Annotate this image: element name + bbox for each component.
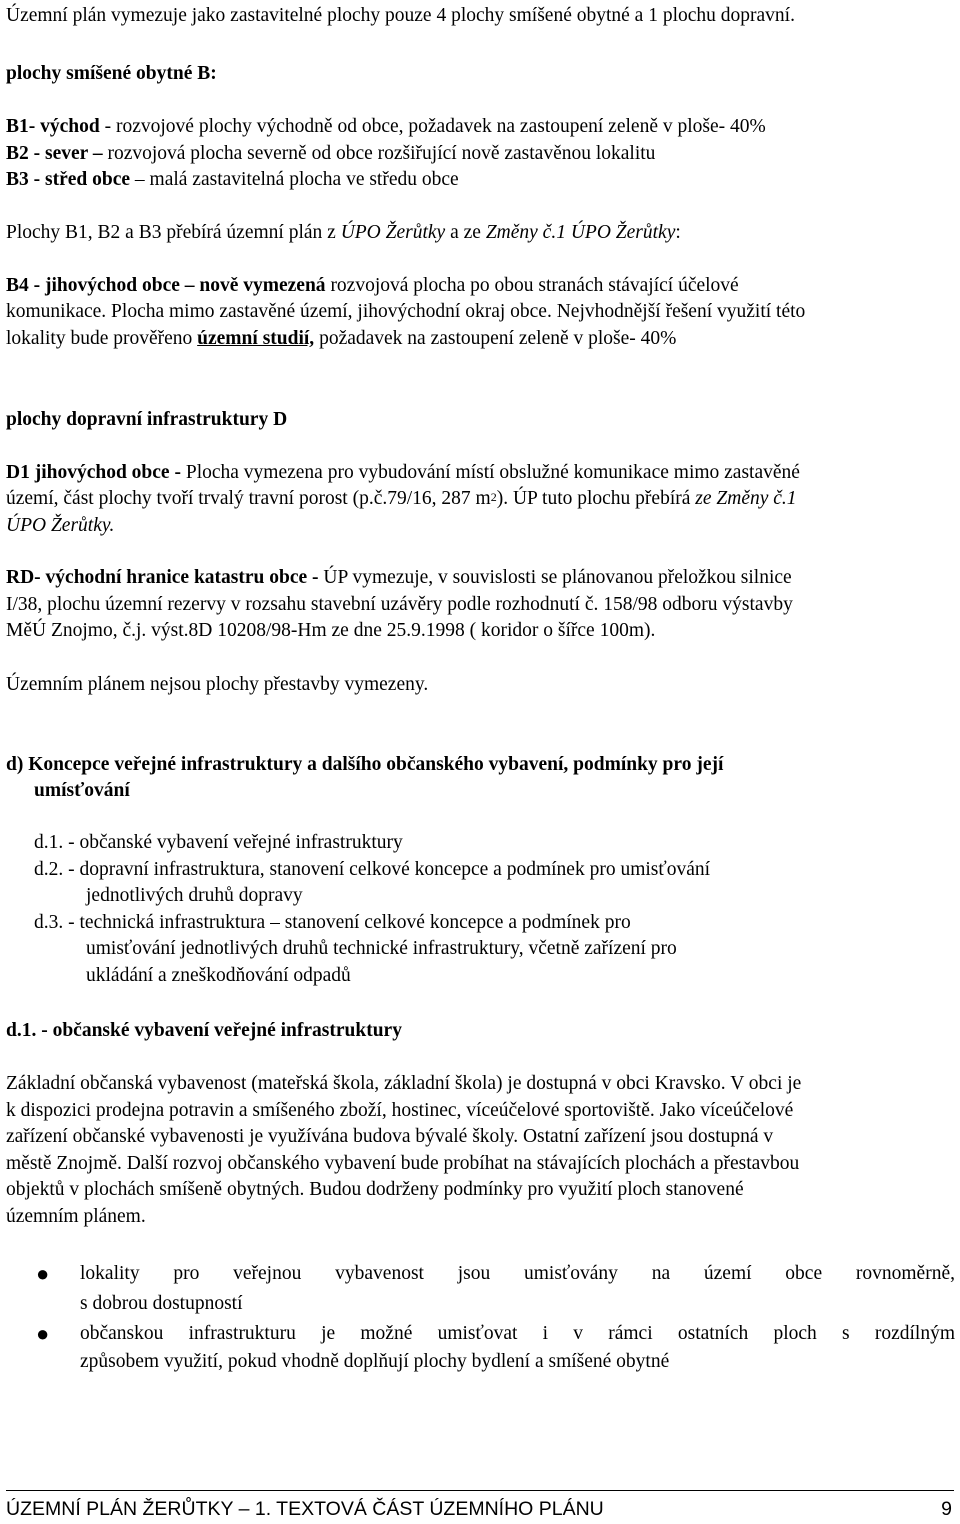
b4-line-3 bbox=[6, 326, 676, 352]
chapter-d-heading-cont: umísťování bbox=[34, 780, 130, 801]
b2-label: B2 - sever – bbox=[6, 143, 103, 164]
d1-ref: ze Změny č.1 bbox=[695, 488, 797, 509]
toc-text: - dopravní infrastruktura, stanovení celkové koncepce a podmínek pro umisťování bbox=[63, 859, 711, 880]
d1-paragraph-line: územním plánem. bbox=[6, 1206, 146, 1227]
toc-item-d3 bbox=[34, 910, 631, 936]
b3-text: – malá zastavitelná plocha ve středu obce bbox=[130, 169, 459, 190]
b4-label: B4 - jihovýchod obce – nově vymezená bbox=[6, 275, 326, 296]
b3-label: B3 - střed obce bbox=[6, 169, 131, 190]
rd-text-1: ÚP vymezuje, v souvislosti se plánovanou přeložkou silnice bbox=[318, 567, 792, 588]
toc-item-d2 bbox=[34, 857, 710, 883]
d1-line-1 bbox=[6, 460, 800, 486]
d1-paragraph-line: objektů v plochách smíšeně obytných. Budou dodrženy podmínky pro využití ploch stanovené bbox=[6, 1179, 744, 1200]
plochy-text-1: Plochy B1, B2 a B3 přebírá územní plán z bbox=[6, 222, 341, 243]
plochy-text-2: a ze bbox=[445, 222, 486, 243]
d1-label: D1 jihovýchod obce - bbox=[6, 462, 181, 483]
toc-text: - občanské vybavení veřejné infrastruktury bbox=[63, 832, 403, 853]
bullet-icon: ● bbox=[36, 1321, 50, 1346]
section-d-heading: plochy dopravní infrastruktury D bbox=[6, 409, 288, 430]
rd-line-2: I/38, plochu územní rezervy v rozsahu stavební uzávěry podle rozhodnutí č. 158/98 odboru výstavby bbox=[6, 594, 793, 615]
plochy-ref-2: Změny č.1 ÚPO Žerůtky bbox=[485, 222, 676, 243]
plochy-text-3: : bbox=[675, 222, 681, 243]
b4-text-1: rozvojová plocha po obou stranách stávající účelové bbox=[325, 275, 739, 296]
b2-item bbox=[6, 141, 655, 167]
b1-item bbox=[6, 114, 766, 140]
toc-num: d.1. bbox=[34, 832, 64, 853]
d1-text-1: Plocha vymezena pro vybudování místí obslužné komunikace mimo zastavěné bbox=[180, 462, 800, 483]
b4-study-link: územní studií, bbox=[197, 328, 315, 349]
toc-item-d1 bbox=[34, 830, 403, 856]
bullet-item-2-line-1: občanskou infrastrukturu je možné umisťovat i v rámci ostatních ploch s rozdílným bbox=[80, 1323, 955, 1344]
footer-title: ÚZEMNÍ PLÁN ŽERŮTKY – 1. TEXTOVÁ ČÁST ÚZEMNÍHO PLÁNU bbox=[6, 1498, 604, 1520]
section-b-heading: plochy smíšené obytné B: bbox=[6, 63, 217, 84]
d1-line-3: ÚPO Žerůtky. bbox=[6, 515, 115, 536]
d1-text-2b: ). ÚP tuto plochu přebírá bbox=[496, 488, 696, 509]
toc-item-d2-cont: jednotlivých druhů dopravy bbox=[86, 885, 303, 906]
toc-item-d3-cont-1: umisťování jednotlivých druhů technické infrastruktury, včetně zařízení pro bbox=[86, 938, 677, 959]
b1-label: B1- východ bbox=[6, 116, 100, 137]
d1-paragraph-line: Základní občanská vybavenost (mateřská škola, základní škola) je dostupná v obci Kravsko. V obci je bbox=[6, 1073, 802, 1094]
rd-line-1 bbox=[6, 565, 792, 591]
d1-section-heading: d.1. - občanské vybavení veřejné infrastruktury bbox=[6, 1020, 402, 1041]
b4-line-1 bbox=[6, 273, 739, 299]
bullet-item-1-line-1: lokality pro veřejnou vybavenost jsou umisťovány na území obce rovnoměrně, bbox=[80, 1263, 955, 1284]
b2-text: rozvojová plocha severně od obce rozšiřující nově zastavěnou lokalitu bbox=[102, 143, 656, 164]
toc-num: d.3. bbox=[34, 912, 64, 933]
d1-paragraph-line: městě Znojmě. Další rozvoj občanského vybavení bude probíhat na stávajících plochách a přestavbou bbox=[6, 1153, 800, 1174]
plochy-ref-1: ÚPO Žerůtky bbox=[340, 222, 446, 243]
intro-paragraph: Územní plán vymezuje jako zastavitelné plochy pouze 4 plochy smíšené obytné a 1 plochu dopravní. bbox=[6, 5, 795, 26]
bullet-item-1-line-2: s dobrou dostupností bbox=[80, 1293, 243, 1314]
b1-text: - rozvojové plochy východně od obce, požadavek na zastoupení zeleně v ploše- 40% bbox=[99, 116, 766, 137]
plochy-paragraph bbox=[6, 220, 681, 246]
toc-text: - technická infrastruktura – stanovení celkové koncepce a podmínek pro bbox=[63, 912, 631, 933]
d1-paragraph-line: k dispozici prodejna potravin a smíšeného zboží, hostinec, víceúčelové sportoviště. Jako víceúčelové bbox=[6, 1100, 794, 1121]
rd-label: RD- východní hranice katastru obce - bbox=[6, 567, 319, 588]
d1-paragraph-line: zařízení občanské vybavenosti je využívána budova bývalé školy. Ostatní zařízení jsou dostupná v bbox=[6, 1126, 774, 1147]
bullet-icon: ● bbox=[36, 1261, 50, 1286]
page-footer bbox=[6, 1490, 954, 1520]
toc-item-d3-cont-2: ukládání a zneškodňování odpadů bbox=[86, 965, 351, 986]
b4-text-3a: lokality bude prověřeno bbox=[6, 328, 198, 349]
prestavby-paragraph: Územním plánem nejsou plochy přestavby vymezeny. bbox=[6, 674, 429, 695]
d1-superscript: 2 bbox=[490, 490, 497, 504]
rd-line-3: MěÚ Znojmo, č.j. výst.8D 10208/98-Hm ze dne 25.9.1998 ( koridor o šířce 100m). bbox=[6, 620, 656, 641]
d1-line-2 bbox=[6, 486, 797, 512]
b3-item bbox=[6, 167, 459, 193]
bullet-item-2-line-2: způsobem využití, pokud vhodně doplňují plochy bydlení a smíšené obytné bbox=[80, 1351, 670, 1372]
page-number: 9 bbox=[941, 1498, 952, 1520]
toc-num: d.2. bbox=[34, 859, 64, 880]
b4-line-2: komunikace. Plocha mimo zastavěné území, jihovýchodní okraj obce. Nejvhodnější řešení využití této bbox=[6, 301, 806, 322]
d1-text-2a: území, část plochy tvoří trvalý travní porost (p.č.79/16, 287 m bbox=[6, 488, 491, 509]
chapter-d-heading: d) Koncepce veřejné infrastruktury a dalšího občanského vybavení, podmínky pro její bbox=[6, 754, 724, 775]
b4-text-3c: požadavek na zastoupení zeleně v ploše- 40% bbox=[314, 328, 677, 349]
